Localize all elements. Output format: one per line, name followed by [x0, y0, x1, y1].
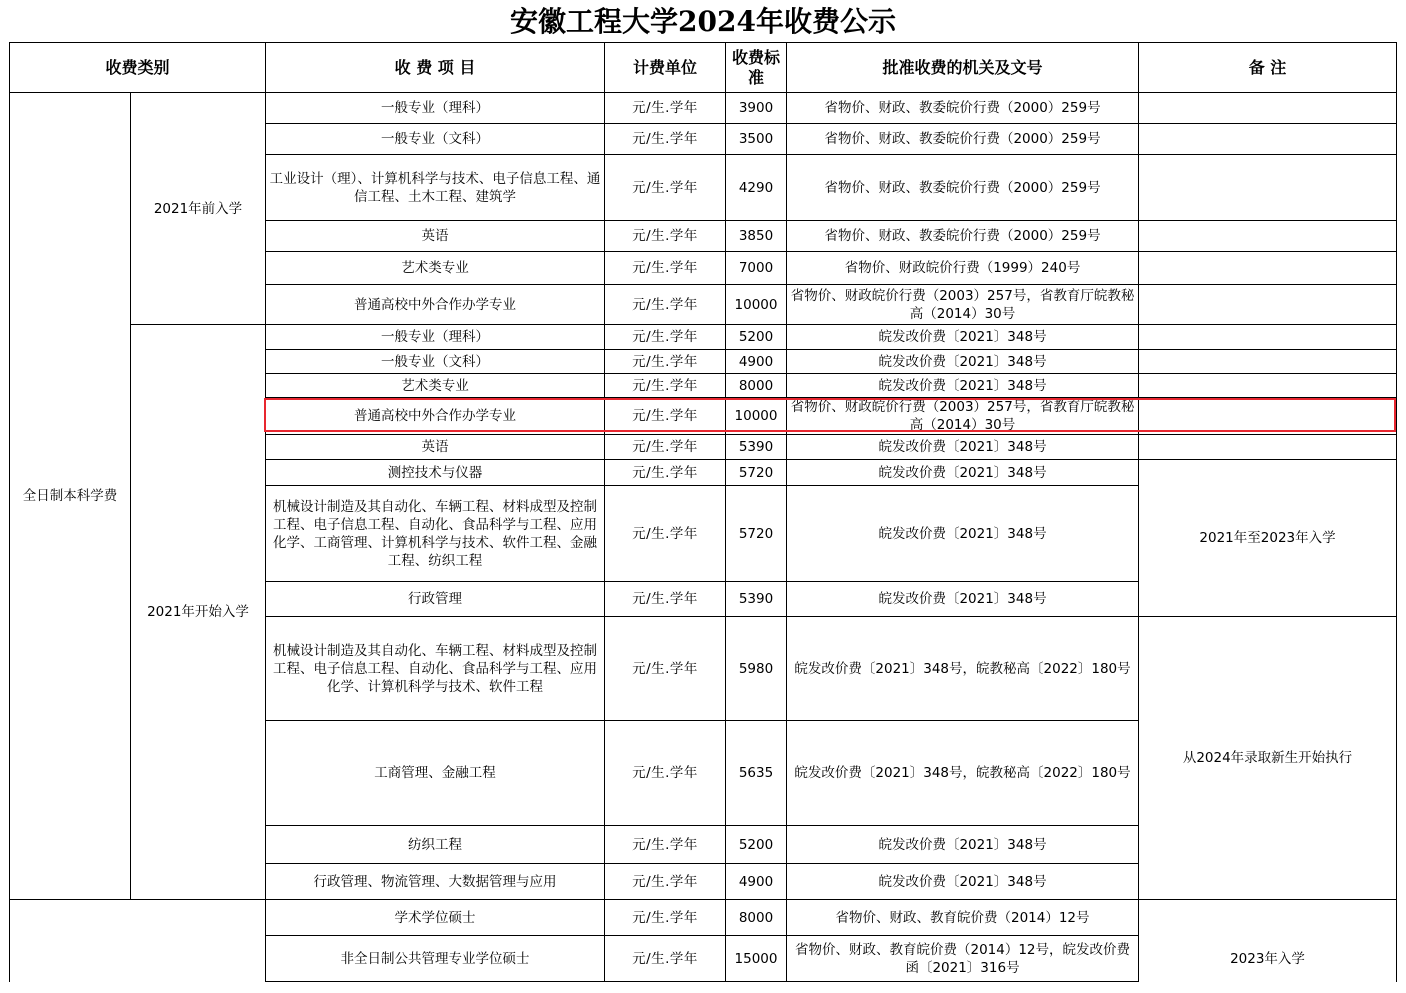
item-cell: 一般专业（理科） — [266, 325, 605, 350]
table-row — [10, 325, 1397, 350]
approval-cell: 皖发改价费〔2021〕348号 — [787, 350, 1139, 374]
approval-cell: 皖发改价费〔2021〕348号，皖教秘高〔2022〕180号 — [787, 721, 1139, 826]
group-graduate — [10, 900, 266, 982]
group-fulltime: 全日制本科学费 — [10, 93, 131, 900]
item-cell: 工商管理、金融工程 — [266, 721, 605, 826]
item-cell: 一般专业（文科） — [266, 350, 605, 374]
item-cell: 普通高校中外合作办学专业 — [266, 398, 605, 435]
approval-cell: 皖发改价费〔2021〕348号 — [787, 325, 1139, 350]
fee-table — [9, 42, 1397, 982]
unit-cell: 元/生.学年 — [605, 435, 726, 460]
unit-cell: 元/生.学年 — [605, 252, 726, 285]
standard-cell: 4290 — [726, 155, 787, 221]
approval-cell: 省物价、财政、教育皖价费（2014）12号 — [787, 900, 1139, 936]
approval-cell: 省物价、财政、教委皖价行费（2000）259号 — [787, 124, 1139, 155]
header-category: 收费类别 — [10, 43, 266, 93]
unit-cell: 元/生.学年 — [605, 398, 726, 435]
standard-cell: 8000 — [726, 374, 787, 398]
item-cell: 学术学位硕士 — [266, 900, 605, 936]
approval-cell: 皖发改价费〔2021〕348号 — [787, 486, 1139, 582]
approval-cell: 省物价、财政皖价行费（2003）257号，省教育厅皖教秘高（2014）30号 — [787, 285, 1139, 325]
approval-cell: 省物价、财政皖价行费（2003）257号，省教育厅皖教秘高（2014）30号 — [787, 398, 1139, 435]
remark-cell — [1139, 221, 1397, 252]
item-cell: 英语 — [266, 221, 605, 252]
unit-cell: 元/生.学年 — [605, 325, 726, 350]
remark-2023 — [1139, 900, 1397, 982]
unit-cell: 元/生.学年 — [605, 221, 726, 252]
unit-cell: 元/生.学年 — [605, 374, 726, 398]
unit-cell: 元/生.学年 — [605, 826, 726, 864]
item-cell: 艺术类专业 — [266, 374, 605, 398]
header-standard: 收费标准 — [726, 43, 787, 93]
unit-cell: 元/生.学年 — [605, 936, 726, 982]
unit-cell: 元/生.学年 — [605, 350, 726, 374]
item-cell: 行政管理 — [266, 582, 605, 617]
approval-cell: 皖发改价费〔2021〕348号 — [787, 864, 1139, 900]
group-since-2021: 2021年开始入学 — [131, 325, 266, 900]
table-row — [10, 900, 1397, 936]
standard-cell: 3900 — [726, 93, 787, 124]
remark-2021-2023: 2021年至2023年入学 — [1139, 460, 1397, 617]
standard-cell: 5720 — [726, 486, 787, 582]
unit-cell: 元/生.学年 — [605, 617, 726, 721]
approval-cell: 皖发改价费〔2021〕348号 — [787, 374, 1139, 398]
item-cell: 艺术类专业 — [266, 252, 605, 285]
remark-cell — [1139, 325, 1397, 350]
header-approval: 批准收费的机关及文号 — [787, 43, 1139, 93]
group-before-2021: 2021年前入学 — [131, 93, 266, 325]
unit-cell: 元/生.学年 — [605, 900, 726, 936]
header-item: 收 费 项 目 — [266, 43, 605, 93]
remark-cell — [1139, 285, 1397, 325]
remark-cell — [1139, 398, 1397, 435]
approval-cell: 皖发改价费〔2021〕348号 — [787, 460, 1139, 486]
item-cell: 非全日制公共管理专业学位硕士 — [266, 936, 605, 982]
remark-cell — [1139, 252, 1397, 285]
standard-cell: 3850 — [726, 221, 787, 252]
header-remark: 备 注 — [1139, 43, 1397, 93]
header-unit: 计费单位 — [605, 43, 726, 93]
page-title: 安徽工程大学2024年收费公示 — [510, 5, 896, 38]
item-cell: 测控技术与仪器 — [266, 460, 605, 486]
remark-cell — [1139, 93, 1397, 124]
item-cell: 纺织工程 — [266, 826, 605, 864]
item-cell: 英语 — [266, 435, 605, 460]
standard-cell: 5980 — [726, 617, 787, 721]
unit-cell: 元/生.学年 — [605, 285, 726, 325]
item-cell: 行政管理、物流管理、大数据管理与应用 — [266, 864, 605, 900]
item-cell: 机械设计制造及其自动化、车辆工程、材料成型及控制工程、电子信息工程、自动化、食品科学与工程、应用化学、工商管理、计算机科学与技术、软件工程、金融工程、纺织工程 — [266, 486, 605, 582]
approval-cell: 省物价、财政、教育皖价费（2014）12号，皖发改价费函〔2021〕316号 — [787, 936, 1139, 982]
approval-cell: 皖发改价费〔2021〕348号 — [787, 826, 1139, 864]
standard-cell: 15000 — [726, 936, 787, 982]
table-row — [10, 93, 1397, 124]
standard-cell: 8000 — [726, 900, 787, 936]
item-cell: 工业设计（理）、计算机科学与技术、电子信息工程、通信工程、土木工程、建筑学 — [266, 155, 605, 221]
standard-cell: 10000 — [726, 398, 787, 435]
standard-cell: 5200 — [726, 826, 787, 864]
unit-cell: 元/生.学年 — [605, 582, 726, 617]
remark-cell — [1139, 350, 1397, 374]
unit-cell: 元/生.学年 — [605, 93, 726, 124]
item-cell: 普通高校中外合作办学专业 — [266, 285, 605, 325]
unit-cell: 元/生.学年 — [605, 486, 726, 582]
unit-cell: 元/生.学年 — [605, 460, 726, 486]
standard-cell: 10000 — [726, 285, 787, 325]
remark-cell — [1139, 124, 1397, 155]
remark-2023-text: 2023年入学 — [1230, 951, 1305, 967]
approval-cell: 皖发改价费〔2021〕348号 — [787, 582, 1139, 617]
approval-cell: 皖发改价费〔2021〕348号，皖教秘高〔2022〕180号 — [787, 617, 1139, 721]
remark-cell — [1139, 374, 1397, 398]
remark-2024: 从2024年录取新生开始执行 — [1139, 617, 1397, 900]
standard-cell: 4900 — [726, 350, 787, 374]
approval-cell: 省物价、财政皖价行费（1999）240号 — [787, 252, 1139, 285]
unit-cell: 元/生.学年 — [605, 155, 726, 221]
item-cell: 机械设计制造及其自动化、车辆工程、材料成型及控制工程、电子信息工程、自动化、食品科学与工程、应用化学、计算机科学与技术、软件工程 — [266, 617, 605, 721]
remark-cell — [1139, 155, 1397, 221]
standard-cell: 5390 — [726, 582, 787, 617]
unit-cell: 元/生.学年 — [605, 721, 726, 826]
standard-cell: 4900 — [726, 864, 787, 900]
approval-cell: 省物价、财政、教委皖价行费（2000）259号 — [787, 93, 1139, 124]
remark-cell — [1139, 435, 1397, 460]
standard-cell: 5720 — [726, 460, 787, 486]
item-cell: 一般专业（文科） — [266, 124, 605, 155]
standard-cell: 7000 — [726, 252, 787, 285]
unit-cell: 元/生.学年 — [605, 864, 726, 900]
header-row — [10, 43, 1397, 93]
standard-cell: 5200 — [726, 325, 787, 350]
standard-cell: 5635 — [726, 721, 787, 826]
standard-cell: 3500 — [726, 124, 787, 155]
standard-cell: 5390 — [726, 435, 787, 460]
approval-cell: 省物价、财政、教委皖价行费（2000）259号 — [787, 221, 1139, 252]
unit-cell: 元/生.学年 — [605, 124, 726, 155]
approval-cell: 省物价、财政、教委皖价行费（2000）259号 — [787, 155, 1139, 221]
item-cell: 一般专业（理科） — [266, 93, 605, 124]
approval-cell: 皖发改价费〔2021〕348号 — [787, 435, 1139, 460]
